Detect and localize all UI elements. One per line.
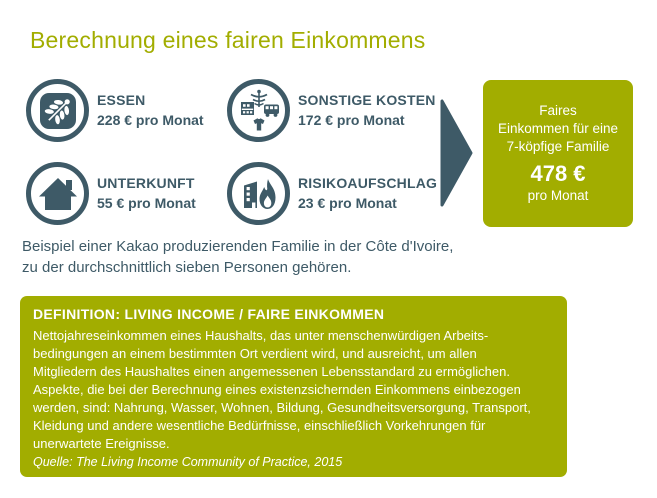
cost-item-risikoaufschlag — [227, 162, 437, 225]
definition-body-line: Nettojahreseinkommen eines Haushalts, das unter menschenwürdigen Arbeits- — [33, 328, 489, 343]
definition-body-line: Aspekte, die bei der Berechnung eines existenzsichernden Einkommens einbezogen — [33, 382, 521, 397]
cost-item-label: ESSEN — [97, 92, 146, 108]
cost-item-value: 228 € pro Monat — [97, 112, 204, 128]
result-amount: 478 € — [530, 161, 586, 186]
cost-item-essen — [26, 79, 204, 142]
caption-line-2: zu der durchschnittlich sieben Personen gehören. — [22, 258, 352, 276]
building-fire-icon — [227, 162, 290, 225]
cost-item-value: 55 € pro Monat — [97, 195, 196, 211]
definition-body-line: Kleidung und andere wesentliche Bedürfnisse, einschließlich Vorkehrungen für — [33, 418, 486, 433]
example-caption — [22, 237, 453, 278]
cost-item-value: 172 € pro Monat — [298, 112, 405, 128]
definition-body-line: bedingungen an einem bestimmten Ort verdient wird, und ausreicht, um allen — [33, 346, 477, 361]
misc-costs-icon — [227, 79, 290, 142]
fair-income-result-box — [483, 80, 633, 227]
cost-item-label: UNTERKUNFT — [97, 175, 195, 191]
wheat-icon — [26, 79, 89, 142]
page-title: Berechnung eines fairen Einkommens — [30, 27, 426, 53]
arrow-right-icon — [440, 99, 474, 212]
result-line-3: 7-köpfige Familie — [506, 139, 610, 154]
cost-item-label: SONSTIGE KOSTEN — [298, 92, 436, 108]
cost-item-value: 23 € pro Monat — [298, 195, 397, 211]
result-period: pro Monat — [527, 188, 589, 203]
definition-source: Quelle: The Living Income Community of Practice, 2015 — [33, 455, 343, 469]
definition-body-line: Mitgliedern des Haushaltes einen angemessenen Lebensstandard zu ermöglichen. — [33, 364, 510, 379]
result-line-1: Faires — [539, 103, 577, 118]
caption-line-1: Beispiel einer Kakao produzierenden Familie in der Côte d'Ivoire, — [22, 238, 454, 255]
cost-item-unterkunft — [26, 162, 196, 225]
definition-box — [20, 296, 567, 477]
result-line-2: Einkommen für eine — [497, 121, 619, 136]
definition-body-line: unerwartete Ereignisse. — [33, 436, 170, 451]
house-icon — [26, 162, 89, 225]
cost-item-sonstige-kosten — [227, 79, 436, 142]
definition-body-line: werden, sind: Nahrung, Wasser, Wohnen, Bildung, Gesundheitsversorgung, Transport, — [33, 400, 531, 415]
cost-item-label: RISIKOAUFSCHLAG — [298, 175, 438, 191]
definition-heading: DEFINITION: LIVING INCOME / FAIRE EINKOMMEN — [33, 306, 385, 322]
